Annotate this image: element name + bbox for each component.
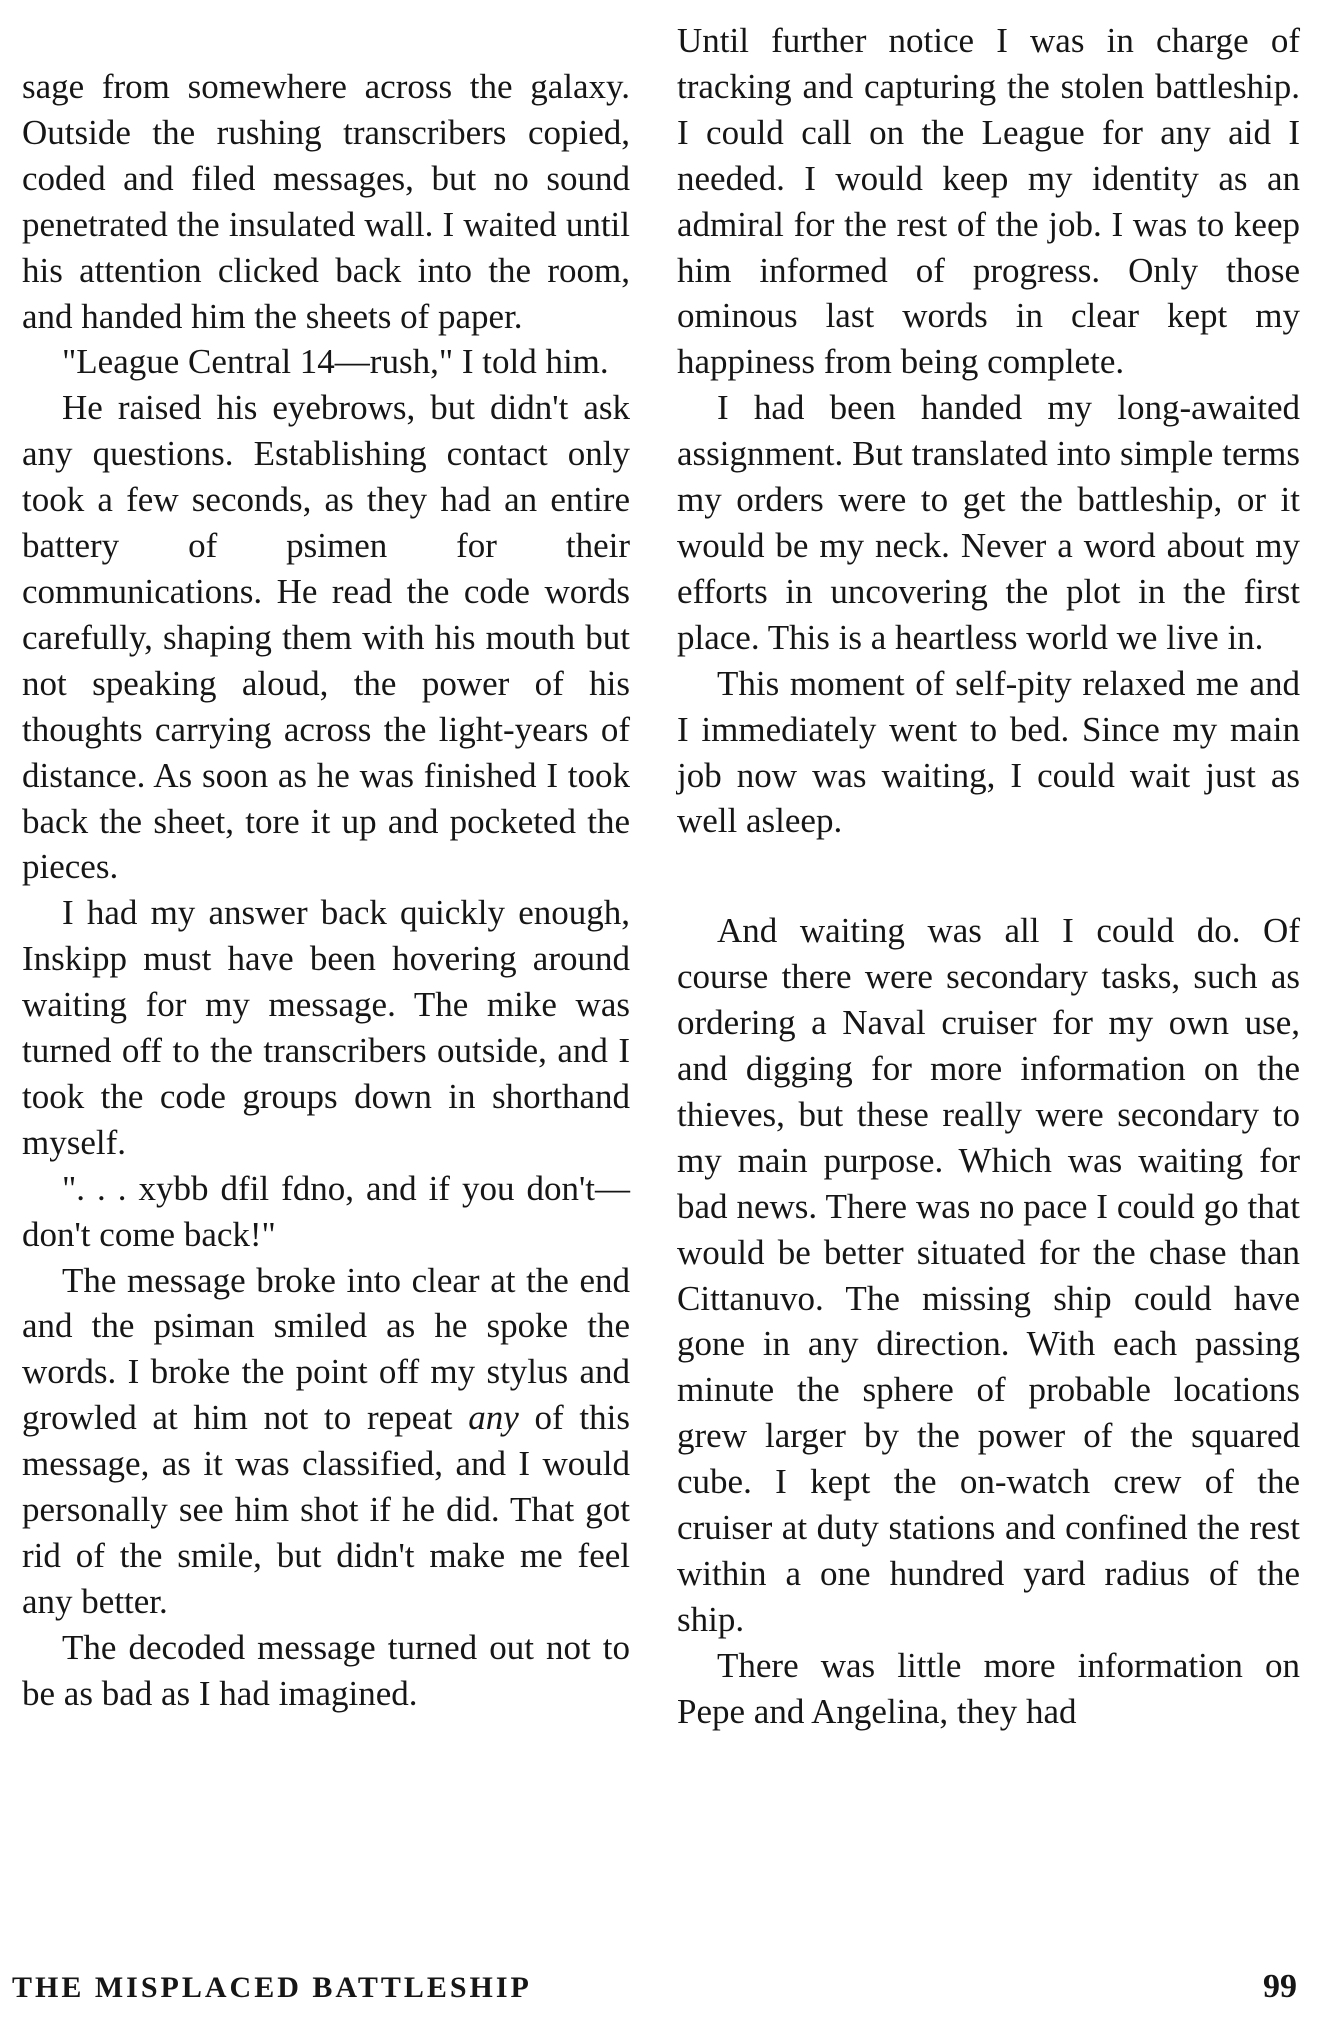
paragraph-continued: sage from somewhere across the galaxy. Outside the rushing transcribers copied, coded and filed messages, but no sound penetrated the insulated wall. I waited until his attention clicked back into the room, and handed him the sheets of paper. [22,67,630,336]
paragraph: "League Central 14—rush," I told him. [62,342,609,382]
paragraph-section-start: And waiting was all I could do. Of course there were secondary tasks, such as ordering a Naval cruiser for my own use, and digging for more information on the thieves, but these really were secondary to my main purpose. Which was waiting for bad news. There was no pace I could go that would be better situated for the chase than Cittanuvo. The missing ship could have gone in any direction. With each passing minute the sphere of probable locations grew larger by the power of the squared cube. I kept the on-watch crew of the cruiser at duty stations and confined the rest within a one hundred yard radius of the ship. [677,911,1300,1639]
page-number: 99 [1263,1968,1297,2005]
paragraph [22,1258,630,1625]
page-footer [12,1968,1297,2006]
text-run: of this message, as it was classified, and I would personally see him shot if he did. That got rid of the smile, but didn't make me feel any better. [22,1398,630,1621]
paragraph: ". . . xybb dfil fdno, and if you don't—don't come back!" [22,1168,630,1254]
paragraph: I had been handed my long-awaited assignment. But translated into simple terms my orders were to get the battleship, or it would be my neck. Never a word about my efforts in uncovering the plot in the first place. This is a heartless world we live in. [677,388,1300,657]
paragraph: The decoded message turned out not to be as bad as I had imagined. [22,1627,630,1713]
paragraph: He raised his eyebrows, but didn't ask any questions. Establishing contact only took a few seconds, as they had an entire battery of psimen for their communications. He read the code words carefully, shaping them with his mouth but not speaking aloud, the power of his thoughts carrying across the light-years of distance. As soon as he was finished I took back the sheet, tore it up and pocketed the pieces. [22,388,630,887]
paragraph: I had my answer back quickly enough, Inskipp must have been hovering around waiting for my message. The mike was turned off to the transcribers outside, and I took the code groups down in shorthand myself. [22,893,630,1162]
text-run: The message broke into clear at the end and the psiman smiled as he spoke the words. I broke the point off my stylus and growled at him not to repeat [22,1260,630,1438]
paragraph: Until further notice I was in charge of tracking and capturing the stolen battleship. I could call on the League for any aid I needed. I would keep my identity as an admiral for the rest of the job. I was to keep him informed of progress. Only those ominous last words in clear kept my happiness from being complete. [677,21,1300,382]
right-column [677,18,1300,1735]
emphasized-word: any [468,1398,519,1438]
paragraph: There was little more information on Pepe and Angelina, they had [677,1645,1300,1731]
paragraph: This moment of self-pity relaxed me and I immediately went to bed. Since my main job now was waiting, I could wait just as well asleep. [677,663,1300,841]
left-column [22,18,630,1717]
running-title: THE MISPLACED BATTLESHIP [12,1971,532,2004]
